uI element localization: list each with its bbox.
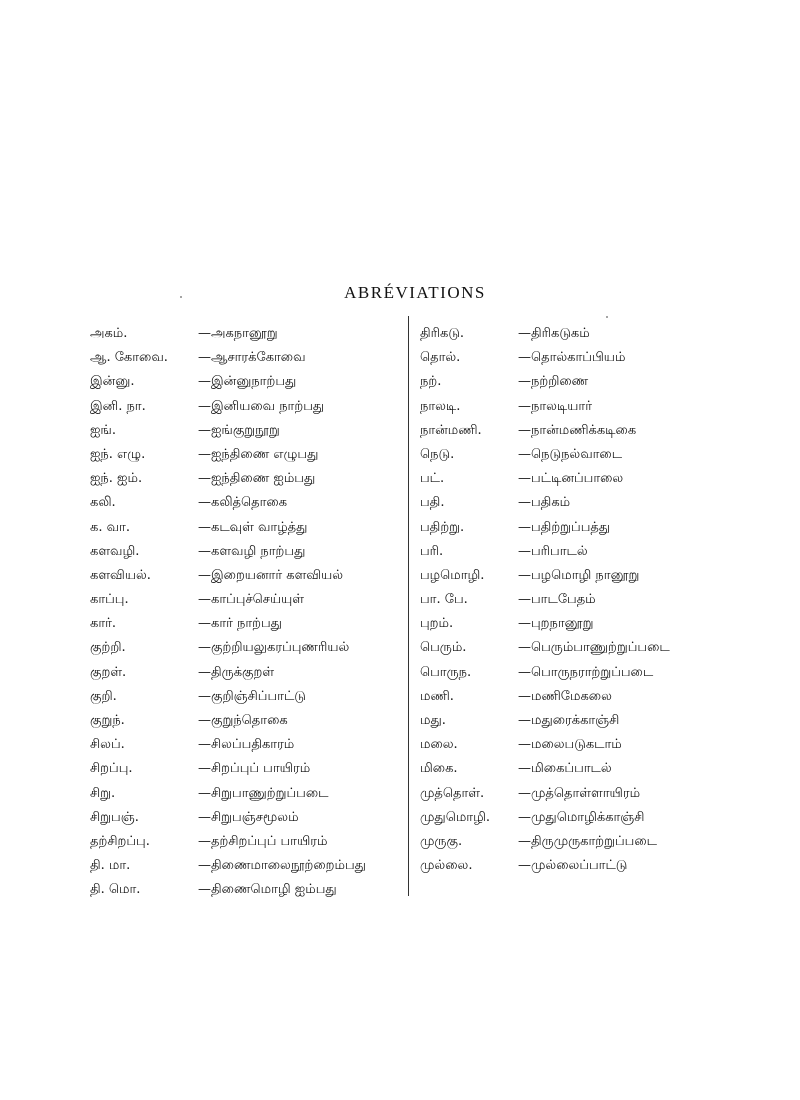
- abbreviation-row: [420, 854, 720, 878]
- abbreviation-row: [90, 636, 402, 660]
- abbreviation: ஐந். எழு.: [90, 446, 146, 462]
- em-dash: —: [518, 858, 531, 874]
- abbreviation-row: [420, 564, 720, 588]
- em-dash: —: [198, 882, 211, 898]
- abbreviation: சிறுபஞ்.: [90, 809, 139, 825]
- abbreviation: திரிகடு.: [420, 326, 465, 341]
- abbreviation-row: [420, 661, 720, 685]
- full-title: பதிற்றுப்பத்து: [531, 519, 611, 535]
- full-title: பழமொழி நானூறு: [531, 567, 640, 583]
- abbreviation: குற்றி.: [90, 640, 126, 656]
- em-dash: —: [518, 350, 531, 366]
- print-speck: [180, 296, 182, 298]
- abbreviation-row: [90, 830, 402, 854]
- em-dash: —: [518, 688, 531, 704]
- em-dash: —: [198, 592, 211, 608]
- em-dash: —: [198, 567, 211, 583]
- full-title: மிகைப்பாடல்: [531, 761, 612, 777]
- full-title: பட்டினப்பாலை: [531, 471, 624, 487]
- full-title: மலைபடுகடாம்: [531, 737, 622, 753]
- em-dash: —: [518, 471, 531, 487]
- full-title: குறிஞ்சிப்பாட்டு: [211, 688, 306, 704]
- full-title: கலித்தொகை: [211, 495, 288, 511]
- abbreviation-row: [90, 467, 402, 491]
- full-title: நாலடியார்: [531, 398, 593, 414]
- full-title: திணைமாலைநூற்றைம்பது: [211, 858, 366, 874]
- em-dash: —: [198, 833, 211, 849]
- full-title: களவழி நாற்பது: [211, 543, 306, 559]
- em-dash: —: [198, 326, 211, 341]
- full-title: இறையனார் களவியல்: [211, 567, 344, 583]
- em-dash: —: [518, 398, 531, 414]
- em-dash: —: [198, 350, 211, 366]
- em-dash: —: [198, 688, 211, 704]
- abbreviation: களவழி.: [90, 543, 140, 559]
- em-dash: —: [198, 374, 211, 390]
- abbreviation: அகம்.: [90, 326, 128, 341]
- em-dash: —: [518, 737, 531, 753]
- abbreviation-row: [420, 491, 720, 515]
- abbreviation-row: [90, 419, 402, 443]
- em-dash: —: [518, 446, 531, 462]
- abbreviation-row: [420, 370, 720, 394]
- abbreviation-row: [90, 516, 402, 540]
- abbreviation-row: [90, 346, 402, 370]
- abbreviation-row: [90, 395, 402, 419]
- abbreviation: குறுந்.: [90, 713, 125, 728]
- abbreviation-row: [420, 395, 720, 419]
- full-title: பரிபாடல்: [531, 543, 588, 559]
- abbreviation-row: [420, 346, 720, 370]
- full-title: நற்றிணை: [531, 374, 589, 390]
- abbreviation-row: [420, 830, 720, 854]
- full-title: முத்தொள்ளாயிரம்: [531, 785, 641, 801]
- abbreviation-row: [90, 733, 402, 757]
- full-title: இனியவை நாற்பது: [211, 398, 325, 414]
- full-title: நெடுநல்வாடை: [531, 446, 623, 462]
- em-dash: —: [518, 809, 531, 825]
- full-title: திரிகடுகம்: [531, 326, 590, 341]
- abbreviation: முத்தொள்.: [420, 785, 485, 801]
- abbreviation-row: [90, 322, 402, 346]
- full-title: கார் நாற்பது: [211, 616, 282, 632]
- full-title: நான்மணிக்கடிகை: [531, 422, 637, 438]
- abbreviation: கலி.: [90, 495, 116, 511]
- em-dash: —: [518, 495, 531, 511]
- em-dash: —: [198, 737, 211, 753]
- abbreviation-row: [420, 588, 720, 612]
- full-title: தற்சிறப்புப் பாயிரம்: [211, 833, 328, 849]
- full-title: திருக்குறள்: [211, 664, 275, 680]
- full-title: சிலப்பதிகாரம்: [211, 737, 295, 753]
- abbreviation-row: [420, 782, 720, 806]
- full-title: பாடபேதம்: [531, 592, 596, 608]
- em-dash: —: [198, 858, 211, 874]
- page-title: ABRÉVIATIONS: [344, 283, 486, 302]
- print-speck: [606, 316, 608, 318]
- abbreviation: நற்.: [420, 374, 442, 390]
- em-dash: —: [198, 761, 211, 777]
- abbreviation: காப்பு.: [90, 592, 129, 608]
- em-dash: —: [198, 398, 211, 414]
- abbreviation-row: [90, 564, 402, 588]
- em-dash: —: [198, 422, 211, 438]
- abbreviation: குறி.: [90, 688, 117, 704]
- abbreviation: தொல்.: [420, 350, 461, 366]
- em-dash: —: [518, 713, 531, 728]
- abbreviation: பதி.: [420, 495, 445, 511]
- abbreviation: பட்.: [420, 471, 445, 487]
- abbreviation: பொருந.: [420, 664, 472, 680]
- full-title: பெரும்பாணுற்றுப்படை: [531, 640, 670, 656]
- abbreviation: மது.: [420, 713, 446, 728]
- abbreviation-row: [420, 516, 720, 540]
- em-dash: —: [518, 785, 531, 801]
- abbreviation-row: [90, 588, 402, 612]
- em-dash: —: [198, 809, 211, 825]
- full-title: சிறப்புப் பாயிரம்: [211, 761, 311, 777]
- abbreviation-row: [420, 467, 720, 491]
- abbreviation: மலை.: [420, 737, 458, 753]
- full-title: குற்றியலுகரப்புணரியல்: [211, 640, 350, 656]
- abbreviation-row: [420, 443, 720, 467]
- abbreviation: தி. மா.: [90, 858, 131, 874]
- abbreviation: முல்லை.: [420, 858, 473, 874]
- abbreviation-row: [90, 491, 402, 515]
- em-dash: —: [518, 616, 531, 632]
- full-title: சிறுபஞ்சமூலம்: [211, 809, 299, 825]
- column-divider: [408, 316, 409, 896]
- em-dash: —: [198, 471, 211, 487]
- abbreviation-row: [420, 733, 720, 757]
- abbreviation: நெடு.: [420, 446, 455, 462]
- abbreviation: முதுமொழி.: [420, 809, 491, 825]
- abbreviation: ஆ. கோவை.: [90, 350, 168, 366]
- abbreviation: நான்மணி.: [420, 422, 482, 438]
- abbreviation: க. வா.: [90, 519, 130, 535]
- abbreviation: மிகை.: [420, 761, 458, 777]
- abbreviation: ஐந். ஐம்.: [90, 471, 143, 487]
- abbreviation: கார்.: [90, 616, 117, 632]
- em-dash: —: [518, 543, 531, 559]
- full-title: ஆசாரக்கோவை: [211, 350, 306, 366]
- abbreviation: மணி.: [420, 688, 454, 704]
- full-title: திணைமொழி ஐம்பது: [211, 882, 337, 898]
- abbreviation: இனி. நா.: [90, 398, 146, 414]
- em-dash: —: [198, 495, 211, 511]
- em-dash: —: [518, 567, 531, 583]
- abbreviation-row: [420, 540, 720, 564]
- full-title: சிறுபாணுற்றுப்படை: [211, 785, 329, 801]
- abbreviation: ஐங்.: [90, 422, 116, 438]
- full-title: பதிகம்: [531, 495, 571, 511]
- abbreviation-row: [90, 612, 402, 636]
- full-title: புறநானூறு: [531, 616, 594, 632]
- em-dash: —: [518, 422, 531, 438]
- abbreviation: சிறு.: [90, 785, 116, 801]
- em-dash: —: [198, 519, 211, 535]
- abbreviation-row: [90, 661, 402, 685]
- abbreviation-row: [420, 612, 720, 636]
- abbreviation: முருகு.: [420, 833, 463, 849]
- abbreviation-row: [90, 878, 402, 902]
- abbreviation: சிலப்.: [90, 737, 125, 753]
- em-dash: —: [518, 640, 531, 656]
- full-title: கடவுள் வாழ்த்து: [211, 519, 308, 535]
- abbreviation: பரி.: [420, 543, 444, 559]
- left-abbreviation-column: [90, 322, 402, 903]
- em-dash: —: [198, 446, 211, 462]
- em-dash: —: [198, 616, 211, 632]
- abbreviation-row: [90, 443, 402, 467]
- abbreviation-row: [420, 636, 720, 660]
- em-dash: —: [198, 785, 211, 801]
- full-title: திருமுருகாற்றுப்படை: [531, 833, 658, 849]
- abbreviation: பா. பே.: [420, 592, 468, 608]
- em-dash: —: [518, 592, 531, 608]
- em-dash: —: [198, 713, 211, 728]
- abbreviation-row: [90, 782, 402, 806]
- right-abbreviation-column: [420, 322, 720, 878]
- abbreviation-row: [90, 757, 402, 781]
- abbreviation: இன்னு.: [90, 374, 135, 390]
- abbreviation-row: [420, 685, 720, 709]
- em-dash: —: [198, 543, 211, 559]
- em-dash: —: [198, 640, 211, 656]
- full-title: ஐந்திணை எழுபது: [211, 446, 319, 462]
- em-dash: —: [518, 326, 531, 341]
- abbreviation: தற்சிறப்பு.: [90, 833, 150, 849]
- full-title: தொல்காப்பியம்: [531, 350, 626, 366]
- abbreviation-row: [90, 709, 402, 733]
- abbreviation: பதிற்று.: [420, 519, 465, 535]
- abbreviation: பெரும்.: [420, 640, 467, 656]
- abbreviation: புறம்.: [420, 616, 454, 632]
- em-dash: —: [198, 664, 211, 680]
- abbreviation: களவியல்.: [90, 567, 151, 583]
- abbreviation-row: [90, 370, 402, 394]
- full-title: மணிமேகலை: [531, 688, 612, 704]
- abbreviation-row: [420, 322, 720, 346]
- em-dash: —: [518, 833, 531, 849]
- abbreviation-row: [90, 685, 402, 709]
- abbreviation: சிறப்பு.: [90, 761, 133, 777]
- em-dash: —: [518, 519, 531, 535]
- full-title: காப்புச்செய்யுள்: [211, 592, 304, 608]
- full-title: இன்னுநாற்பது: [211, 374, 297, 390]
- abbreviation: தி. மொ.: [90, 882, 141, 898]
- abbreviation: நாலடி.: [420, 398, 461, 414]
- full-title: ஐங்குறுநூறு: [211, 422, 280, 438]
- em-dash: —: [518, 761, 531, 777]
- full-title: முல்லைப்பாட்டு: [531, 858, 628, 874]
- abbreviation: குறள்.: [90, 664, 127, 680]
- abbreviation-row: [420, 709, 720, 733]
- full-title: பொருநராற்றுப்படை: [531, 664, 654, 680]
- full-title: முதுமொழிக்காஞ்சி: [531, 809, 645, 825]
- full-title: குறுந்தொகை: [211, 713, 288, 728]
- abbreviation-row: [90, 854, 402, 878]
- abbreviation-row: [420, 806, 720, 830]
- abbreviation-row: [90, 540, 402, 564]
- em-dash: —: [518, 664, 531, 680]
- abbreviation-row: [90, 806, 402, 830]
- abbreviation: பழமொழி.: [420, 567, 485, 583]
- full-title: மதுரைக்காஞ்சி: [531, 713, 620, 728]
- abbreviation-row: [420, 757, 720, 781]
- full-title: ஐந்திணை ஐம்பது: [211, 471, 316, 487]
- em-dash: —: [518, 374, 531, 390]
- abbreviation-row: [420, 419, 720, 443]
- full-title: அகநானூறு: [211, 326, 278, 341]
